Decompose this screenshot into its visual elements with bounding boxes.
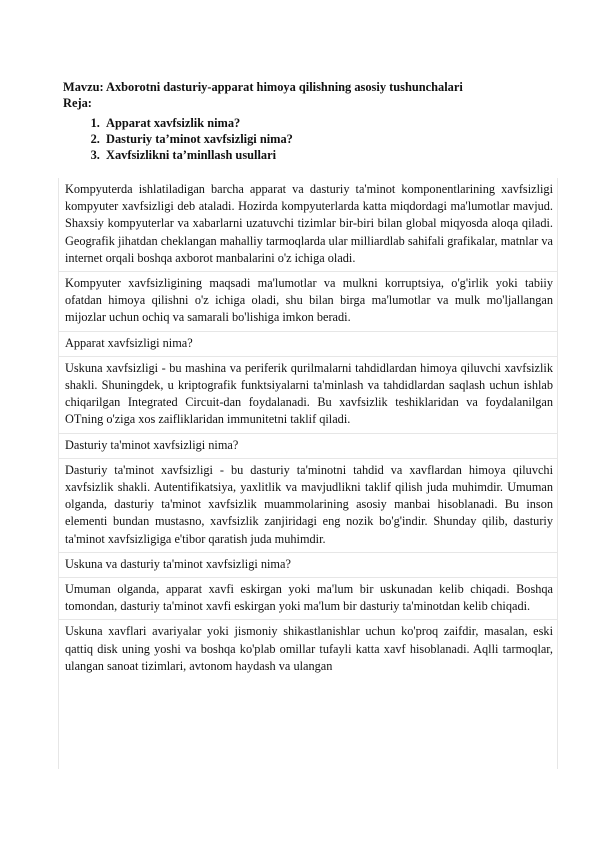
paragraph: Kompyuter xavfsizligining maqsadi ma'lumotlar va mulkni korruptsiya, o'g'irlik yoki tabiiy ofatdan himoya qilishni o'z ichiga oladi, shu bilan birga ma'lumotlar va mulk mo'ljallangan mijozlar uchun ochiq va samarali bo'lishiga imkon beradi. [59, 271, 557, 331]
document-body [58, 178, 558, 769]
plan-item: 2. Dasturiy ta’minot xavfsizligi nima? [103, 131, 533, 147]
paragraph: Umuman olganda, apparat xavfi eskirgan yoki ma'lum bir uskunadan kelib chiqadi. Boshqa tomondan, dasturiy ta'minot xavfi eskirgan yoki ma'lum bir dasturiy ta'minotdan kelib chiqadi. [59, 577, 557, 619]
plan-list [63, 115, 533, 163]
plan-item: 3. Xavfsizlikni ta’minllash usullari [103, 147, 533, 163]
plan-item: 1. Apparat xavfsizlik nima? [103, 115, 533, 131]
paragraph: Dasturiy ta'minot xavfsizligi - bu dasturiy ta'minotni tahdid va xavflardan himoya qiluvchi xavfsizlik shakli. Autentifikatsiya, yaxlitlik va mavjudlikni taklif qilish juda muhimdir. Umuman olganda, dasturiy ta'minot xavfsizlik muammolarining asosiy manbai hisoblanadi. Bu inson elementi bundan mustasno, xavfsizlik zanjiridagi eng nozik bo'g'indir. Shunday qilib, dasturiy ta'minot xavfsizligiga e'tibor qaratish juda muhimdir. [59, 458, 557, 552]
document-header [63, 80, 533, 163]
topic-title: Mavzu: Axborotni dasturiy-apparat himoya qilishning asosiy tushunchalari [63, 80, 463, 94]
section-heading: Apparat xavfsizligi nima? [59, 331, 557, 356]
paragraph: Uskuna xavflari avariyalar yoki jismoniy shikastlanishlar uchun ko'proq zaifdir, masalan, eski qattiq disk uning yoshi va boshqa ko'plab omillar tufayli katta xavf hisoblanadi. Aqlli tarmoqlar, ulangan sanoat tizimlari, avtonom haydash va ulangan [59, 619, 557, 679]
section-heading: Uskuna va dasturiy ta'minot xavfsizligi nima? [59, 552, 557, 577]
plan-label: Reja: [63, 96, 92, 110]
paragraph: Uskuna xavfsizligi - bu mashina va periferik qurilmalarni tahdidlardan himoya qiluvchi xavfsizlik shakli. Shuningdek, u kriptografik funktsiyalarni ta'minlash va tahdidlardan saqlash uchun ishlab chiqarilgan Integrated Circuit-dan foydalanadi. Bu xavfsizlik teshiklaridan va foydalanilgan OTning o'ziga xos zaifliklaridan immunitetni taklif qiladi. [59, 356, 557, 433]
section-heading: Dasturiy ta'minot xavfsizligi nima? [59, 433, 557, 458]
paragraph: Kompyuterda ishlatiladigan barcha apparat va dasturiy ta'minot komponentlarining xavfsizligi kompyuter xavfsizligi deb ataladi. Hozirda kompyuterlarda katta miqdordagi ma'lumotlar mavjud. Shaxsiy kompyuterlar va xabarlarni uzatuvchi tizimlar bir-biri bilan global miqyosda aloqa qiladi. Geografik jihatdan cheklangan mahalliy tarmoqlarda ular milliardlab sahifali grafikalar, matnlar va internet orqali boshqa axborot manbalarini o'z ichiga oladi. [65, 182, 553, 265]
